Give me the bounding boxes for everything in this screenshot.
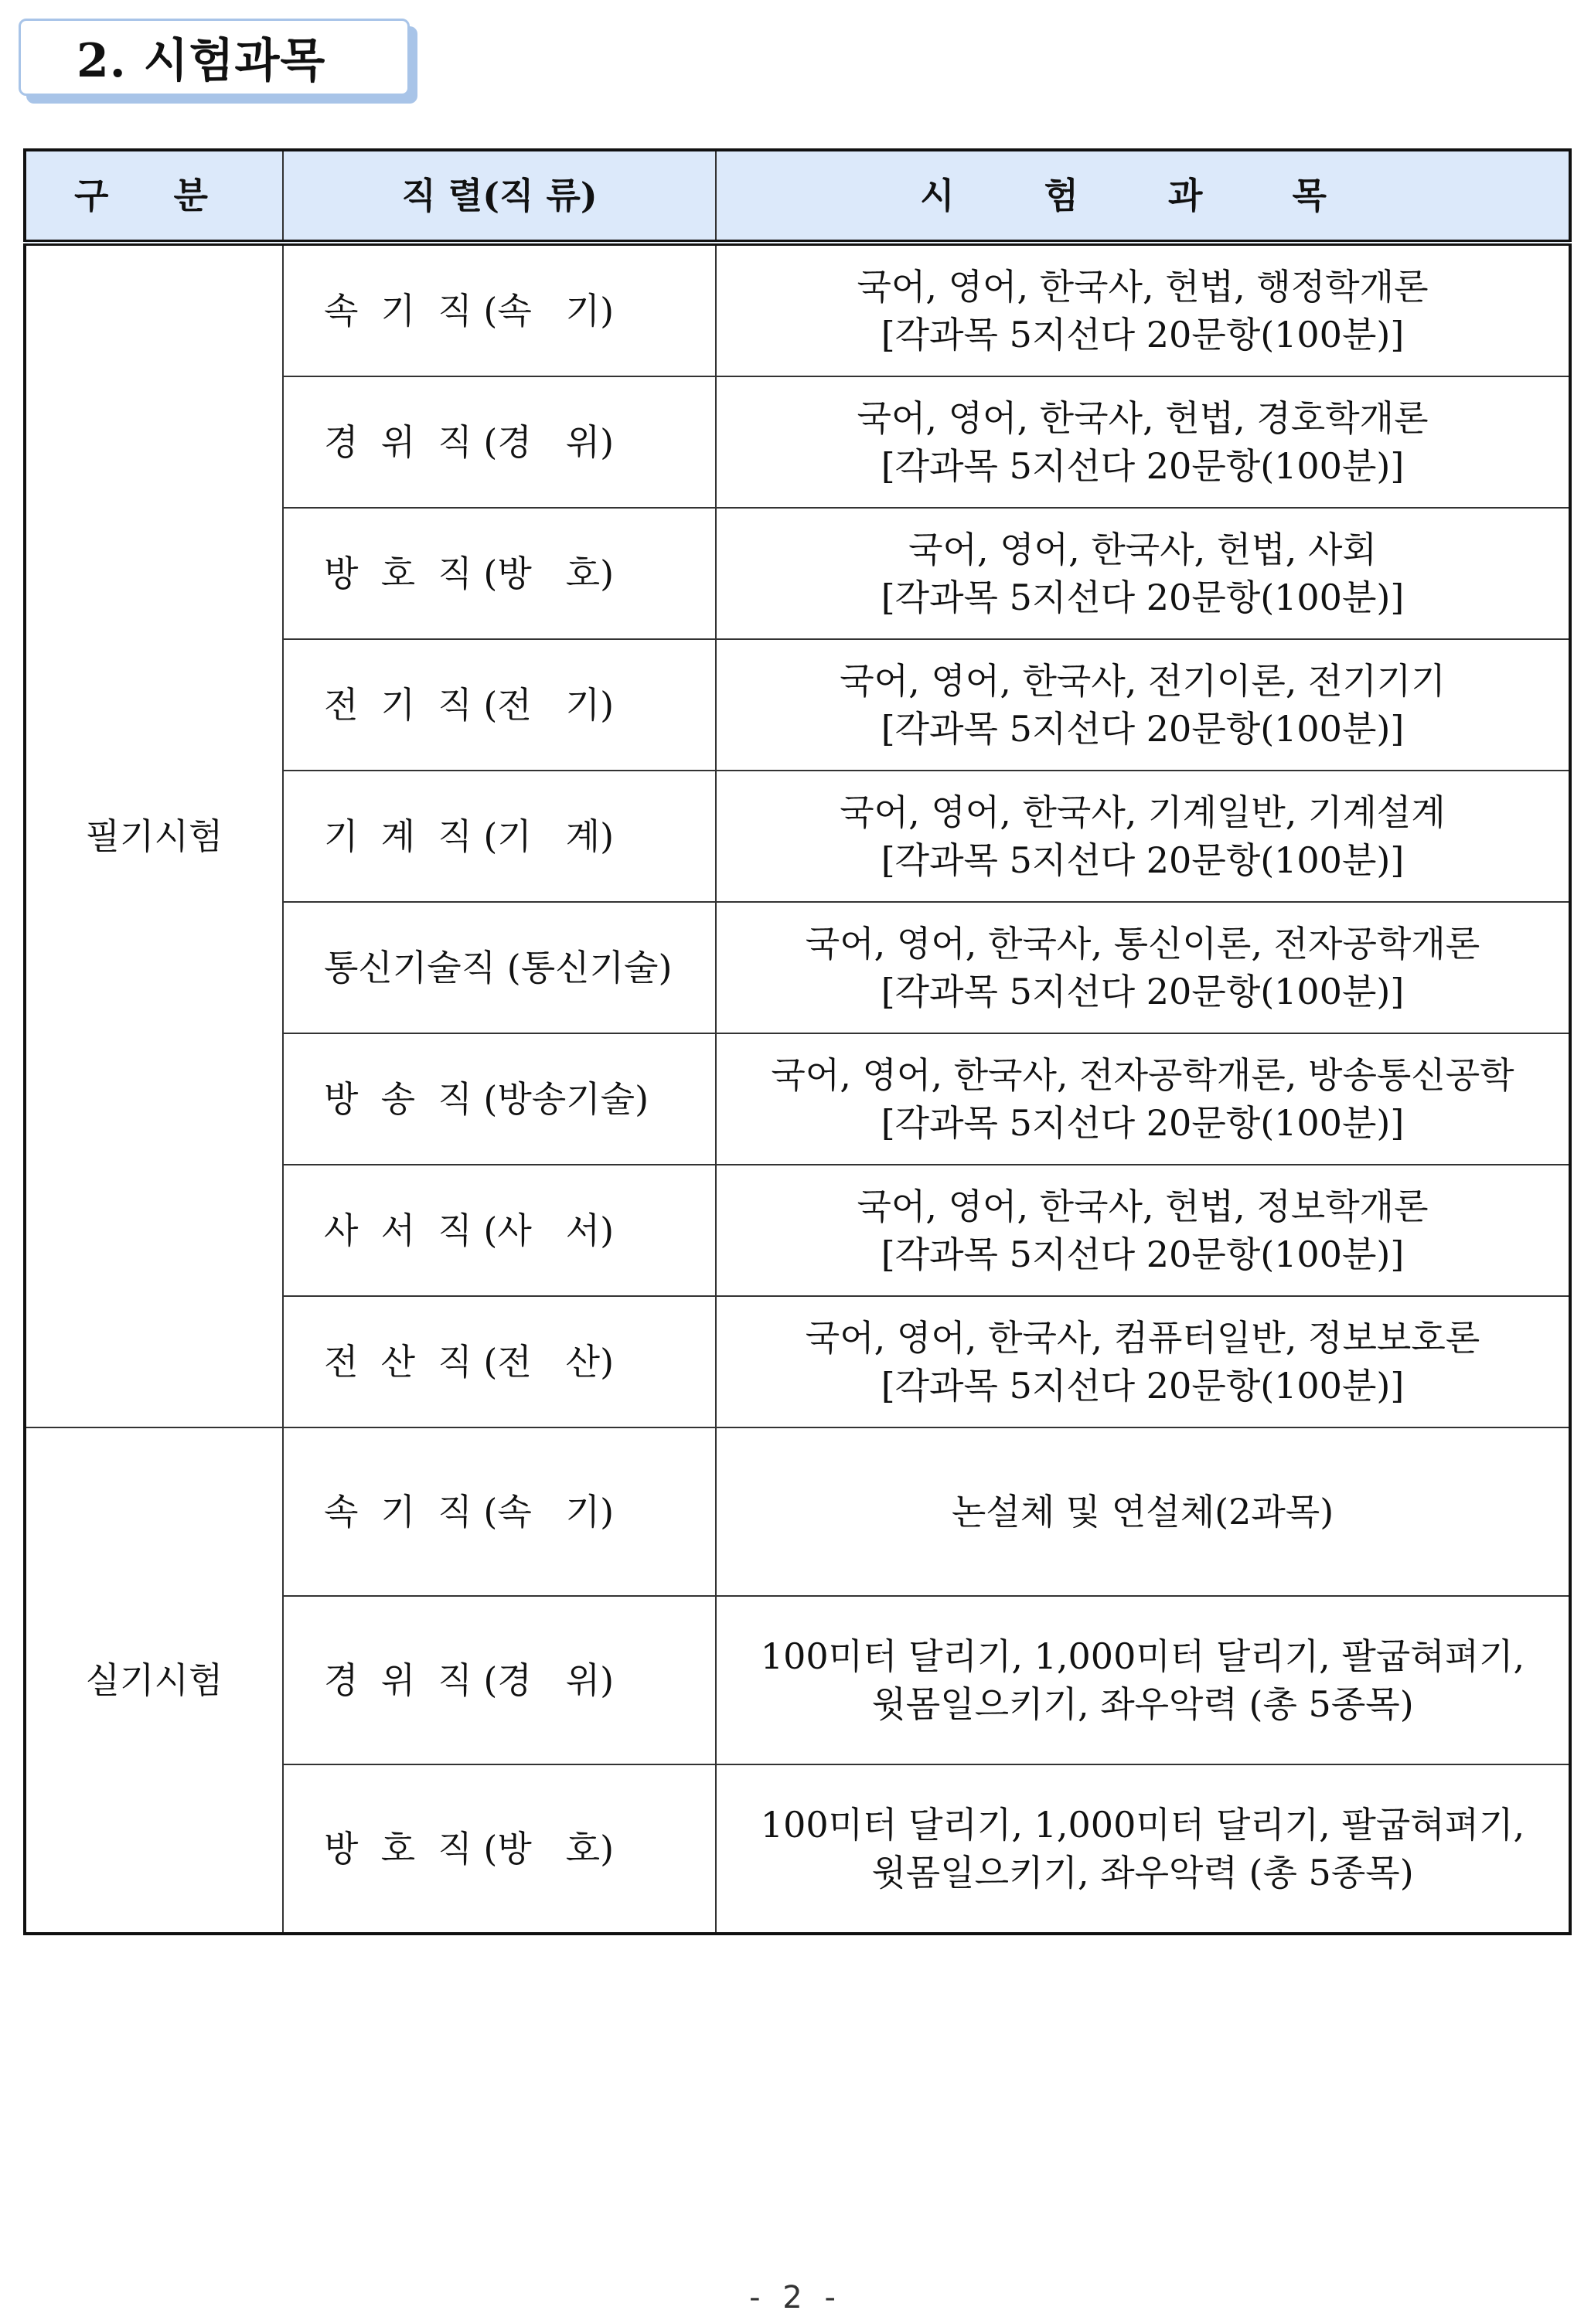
header-category: 구 분 bbox=[25, 150, 283, 243]
category-cell-written: 필기시험 bbox=[25, 243, 283, 1427]
subjects-cell: 국어, 영어, 한국사, 헌법, 행정학개론 [각과목 5지선다 20문항(100분)] bbox=[716, 243, 1570, 376]
subjects-cell: 100미터 달리기, 1,000미터 달리기, 팔굽혀펴기, 윗몸일으키기, 좌우악력 (총 5종목) bbox=[716, 1596, 1570, 1764]
position-cell: 경 위 직 (경 위) bbox=[283, 376, 716, 508]
position-cell: 속 기 직 (속 기) bbox=[283, 243, 716, 376]
position-cell: 통신기술직 (통신기술) bbox=[283, 902, 716, 1033]
position-cell: 기 계 직 (기 계) bbox=[283, 771, 716, 902]
position-cell: 속 기 직 (속 기) bbox=[283, 1427, 716, 1596]
table-header-row bbox=[25, 150, 1570, 243]
section-title: 2. 시험과목 bbox=[77, 34, 326, 88]
subjects-cell: 국어, 영어, 한국사, 헌법, 경호학개론 [각과목 5지선다 20문항(100분)] bbox=[716, 376, 1570, 508]
subjects-cell: 국어, 영어, 한국사, 전기이론, 전기기기 [각과목 5지선다 20문항(100분)] bbox=[716, 639, 1570, 771]
position-cell: 사 서 직 (사 서) bbox=[283, 1165, 716, 1296]
position-cell: 경 위 직 (경 위) bbox=[283, 1596, 716, 1764]
position-cell: 방 호 직 (방 호) bbox=[283, 508, 716, 639]
page-number: - 2 - bbox=[749, 2280, 842, 2315]
section-title-box bbox=[19, 19, 410, 96]
subjects-cell: 국어, 영어, 한국사, 컴퓨터일반, 정보보호론 [각과목 5지선다 20문항(100분)] bbox=[716, 1296, 1570, 1427]
table-row bbox=[25, 243, 1570, 376]
header-position: 직 렬(직 류) bbox=[283, 150, 716, 243]
table-row bbox=[25, 1427, 1570, 1596]
subjects-cell: 논설체 및 연설체(2과목) bbox=[716, 1427, 1570, 1596]
exam-subjects-table bbox=[23, 148, 1572, 1935]
subjects-cell: 국어, 영어, 한국사, 기계일반, 기계설계 [각과목 5지선다 20문항(100분)] bbox=[716, 771, 1570, 902]
subjects-cell: 국어, 영어, 한국사, 헌법, 사회 [각과목 5지선다 20문항(100분)] bbox=[716, 508, 1570, 639]
category-cell-practical: 실기시험 bbox=[25, 1427, 283, 1934]
header-subjects: 시 험 과 목 bbox=[716, 150, 1570, 243]
subjects-cell: 국어, 영어, 한국사, 전자공학개론, 방송통신공학 [각과목 5지선다 20문항(100분)] bbox=[716, 1033, 1570, 1165]
position-cell: 방 송 직 (방송기술) bbox=[283, 1033, 716, 1165]
subjects-cell: 100미터 달리기, 1,000미터 달리기, 팔굽혀펴기, 윗몸일으키기, 좌우악력 (총 5종목) bbox=[716, 1764, 1570, 1934]
position-cell: 전 기 직 (전 기) bbox=[283, 639, 716, 771]
subjects-cell: 국어, 영어, 한국사, 통신이론, 전자공학개론 [각과목 5지선다 20문항(100분)] bbox=[716, 902, 1570, 1033]
subjects-cell: 국어, 영어, 한국사, 헌법, 정보학개론 [각과목 5지선다 20문항(100분)] bbox=[716, 1165, 1570, 1296]
position-cell: 전 산 직 (전 산) bbox=[283, 1296, 716, 1427]
position-cell: 방 호 직 (방 호) bbox=[283, 1764, 716, 1934]
